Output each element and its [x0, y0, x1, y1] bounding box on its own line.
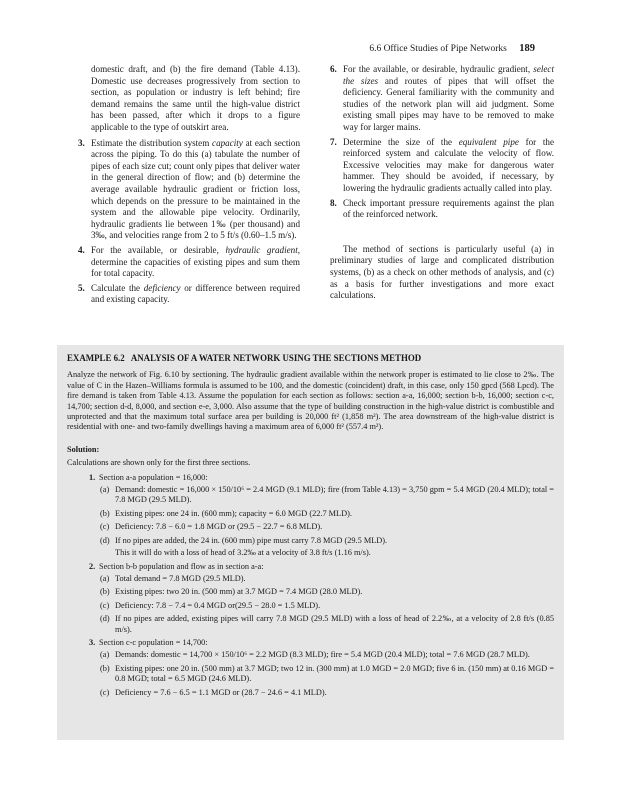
step-text: Deficiency = 7.6 − 6.5 = 1.1 MGD or (28.7 − 24.6 = 4.1 MLD). — [115, 687, 327, 697]
step-letter: (b) — [100, 508, 110, 518]
step-continuation: This it will do with a loss of head of 3.2‰ at a velocity of 3.8 ft/s (1.16 m/s). — [115, 548, 371, 558]
step-text: Existing pipes: two 20 in. (500 mm) at 3.7 MGD = 7.4 MGD (28.0 MLD). — [115, 587, 363, 597]
solution-step — [67, 650, 554, 660]
solution-label: Solution: — [67, 444, 100, 454]
step-letter: (c) — [100, 687, 110, 697]
example-box — [57, 345, 564, 740]
method-paragraph: The method of sections is particularly useful (a) in preliminary studies of large and complicated distribution systems, (b) as a check on other methods of analysis, and (c) as a basis for further investigations and more exact calculations. — [330, 243, 554, 301]
item-emphasis: hydraulic gradient, — [225, 244, 301, 255]
step-text: Deficiency: 7.8 − 6.0 = 1.8 MGD or (29.5 − 22.7 = 6.8 MLD). — [115, 522, 323, 532]
right-column — [330, 64, 554, 302]
step-text: Deficiency: 7.8 − 7.4 = 0.4 MGD or(29.5 − 28.0 = 1.5 MLD). — [115, 600, 321, 610]
left-column — [78, 64, 300, 309]
item-text: for the reinforced system and calculate the velocity of flow. Excessive velocities may make for dangerous water hammer. They should be avoided, if necessary, by lowering the hydraulic gradients actually called into play. — [343, 136, 554, 193]
item-number: 6. — [330, 64, 337, 74]
item-emphasis: capacity — [212, 137, 243, 148]
step-letter: (d) — [100, 535, 110, 545]
step-text: If no pipes are added, the 24 in. (600 mm) pipe must carry 7.8 MGD (29.5 MLD). — [115, 535, 388, 545]
solution-step — [67, 587, 554, 597]
step-letter: (a) — [100, 650, 110, 660]
item-text: or difference between required and existing capacity. — [91, 282, 300, 305]
example-title: EXAMPLE 6.2 ANALYSIS OF A WATER NETWORK USING THE SECTIONS METHOD — [67, 353, 422, 363]
solution-step — [67, 522, 554, 532]
solution-step — [67, 509, 554, 519]
solution-section — [67, 638, 554, 698]
page-number: 189 — [519, 43, 535, 54]
solution-section — [67, 562, 554, 635]
step-letter: (d) — [100, 614, 110, 624]
step-text: Existing pipes: one 20 in. (500 mm) at 3.7 MGD; two 12 in. (300 mm) at 1.0 MGD = 2.0 MGD; five 6 in. (150 mm) at 0.16 MGD = 0.8 MGD; total = 6.5 MGD (24.6 MLD). — [115, 663, 554, 684]
list-item — [78, 283, 300, 306]
item-number: 4. — [78, 244, 85, 255]
step-letter: (a) — [100, 485, 110, 495]
solution-step — [67, 664, 554, 685]
step-letter: (b) — [100, 587, 110, 597]
step-letter: (c) — [100, 600, 110, 610]
solution-step — [67, 485, 554, 506]
list-item — [330, 137, 554, 195]
list-item — [78, 245, 300, 280]
step-text: Existing pipes: one 24 in. (600 mm); capacity = 6.0 MGD (22.7 MLD). — [115, 508, 352, 518]
list-item — [330, 198, 554, 221]
section-heading: Section b-b population and flow as in section a-a: — [99, 561, 264, 571]
section-number: 1. — [89, 472, 96, 482]
example-intro: Analyze the network of Fig. 6.10 by sectioning. The hydraulic gradient available within the network proper is estimated to lie close to 2‰. The value of C in the Hazen–Williams formula is assumed to be 100, and the domestic (coincident) draft, in this case, only 150 gpcd (568 Lpcd). The fire demand is taken from Table 4.13. Assume the population for each section as follows: section a-a, 16,000; section b-b, 16,000; section c-c, 14,700; section d-d, 8,000, and section e-e, 3,000. Also assume that the type of building construction in the high-value district is combustible and unprotected and that the maximum total surface area per building is 20,000 ft² (1,858 m²). The area downstream of the high-value district is residential with one- and two-family dwellings having a maximum area of 6,000 ft² (557.4 m²). — [67, 370, 554, 432]
item-text: Determine the size of the — [343, 136, 459, 147]
section-number: 3. — [89, 637, 96, 647]
section-heading: Section a-a population = 16,000: — [99, 472, 208, 482]
item-number: 3. — [78, 137, 85, 148]
step-letter: (b) — [100, 663, 110, 673]
list-item — [78, 138, 300, 242]
solution-step — [67, 601, 554, 611]
running-header — [369, 43, 535, 54]
item-emphasis: select the sizes — [343, 64, 554, 86]
item-text: at each section across the piping. To do this (a) tabulate the number of pipes of each size cut; count only pipes that deliver water in the general direction of flow; and (b) determine the average available hydraulic gradient or friction loss, which depends on the pressure to be maintained in the system and the allowable pipe velocity. Ordinarily, hydraulic gradients lie between 1‰ (per thousand) and 3‰, and velocities range from 2 to 5 ft/s (0.60–1.5 m/s). — [91, 137, 300, 241]
item-number: 7. — [330, 136, 337, 147]
header-section-title: 6.6 Office Studies of Pipe Networks — [369, 44, 507, 54]
item-text: determine the capacities of existing pipes and sum them for total capacity. — [91, 256, 300, 279]
item-number: 8. — [330, 197, 337, 208]
solution-step — [67, 574, 554, 584]
item-text: and routes of pipes that will offset the deficiency. General familiarity with the community and studies of the network plan will aid judgment. Some existing small pipes may have to be removed to make way for larger mains. — [343, 75, 554, 132]
solution-step — [67, 614, 554, 635]
section-heading: Section c-c population = 14,700: — [99, 637, 208, 647]
solution-note: Calculations are shown only for the first three sections. — [67, 458, 251, 468]
solution-step — [67, 688, 554, 698]
item-text: Check important pressure requirements against the plan of the reinforced network. — [343, 197, 554, 220]
item-emphasis: equivalent pipe — [458, 136, 519, 147]
solution-step — [67, 536, 554, 546]
continuation-text: domestic draft, and (b) the fire demand (Table 4.13). Domestic use decreases progressively from section to section, as population or industry is left behind; fire demand remains the same until the high-value district has been passed, after which it drops to a figure applicable to the type of outskirt area. — [91, 64, 300, 132]
step-text: Demands: domestic = 14,700 × 150/10⁶ = 2.2 MGD (8.3 MLD); fire = 5.4 MGD (20.4 MLD); total = 7.6 MGD (28.7 MLD). — [115, 650, 530, 660]
list-item — [330, 64, 554, 134]
step-text: Demand: domestic = 16,000 × 150/10⁶ = 2.4 MGD (9.1 MLD); fire (from Table 4.13) = 3,750 gpm = 5.4 MGD (20.4 MLD); total = 7.8 MGD (29.5 MLD). — [115, 485, 554, 505]
step-text: If no pipes are added, existing pipes will carry 7.8 MGD (29.5 MLD) with a loss of head of 2.2‰, at a velocity of 2.8 ft/s (0.85 m/s). — [115, 614, 554, 634]
step-letter: (c) — [100, 522, 110, 532]
item-text: Calculate the — [91, 282, 144, 293]
item-text: For the available, or desirable, hydraulic gradient, — [343, 64, 534, 74]
section-number: 2. — [89, 561, 96, 571]
item-text: For the available, or desirable, — [91, 244, 226, 255]
step-text: Total demand = 7.8 MGD (29.5 MLD). — [115, 573, 246, 583]
solution-section — [67, 473, 554, 559]
item-emphasis: deficiency — [143, 282, 181, 293]
step-letter: (a) — [100, 573, 110, 583]
item-text: Estimate the distribution system — [91, 137, 213, 148]
item-number: 5. — [78, 282, 85, 293]
